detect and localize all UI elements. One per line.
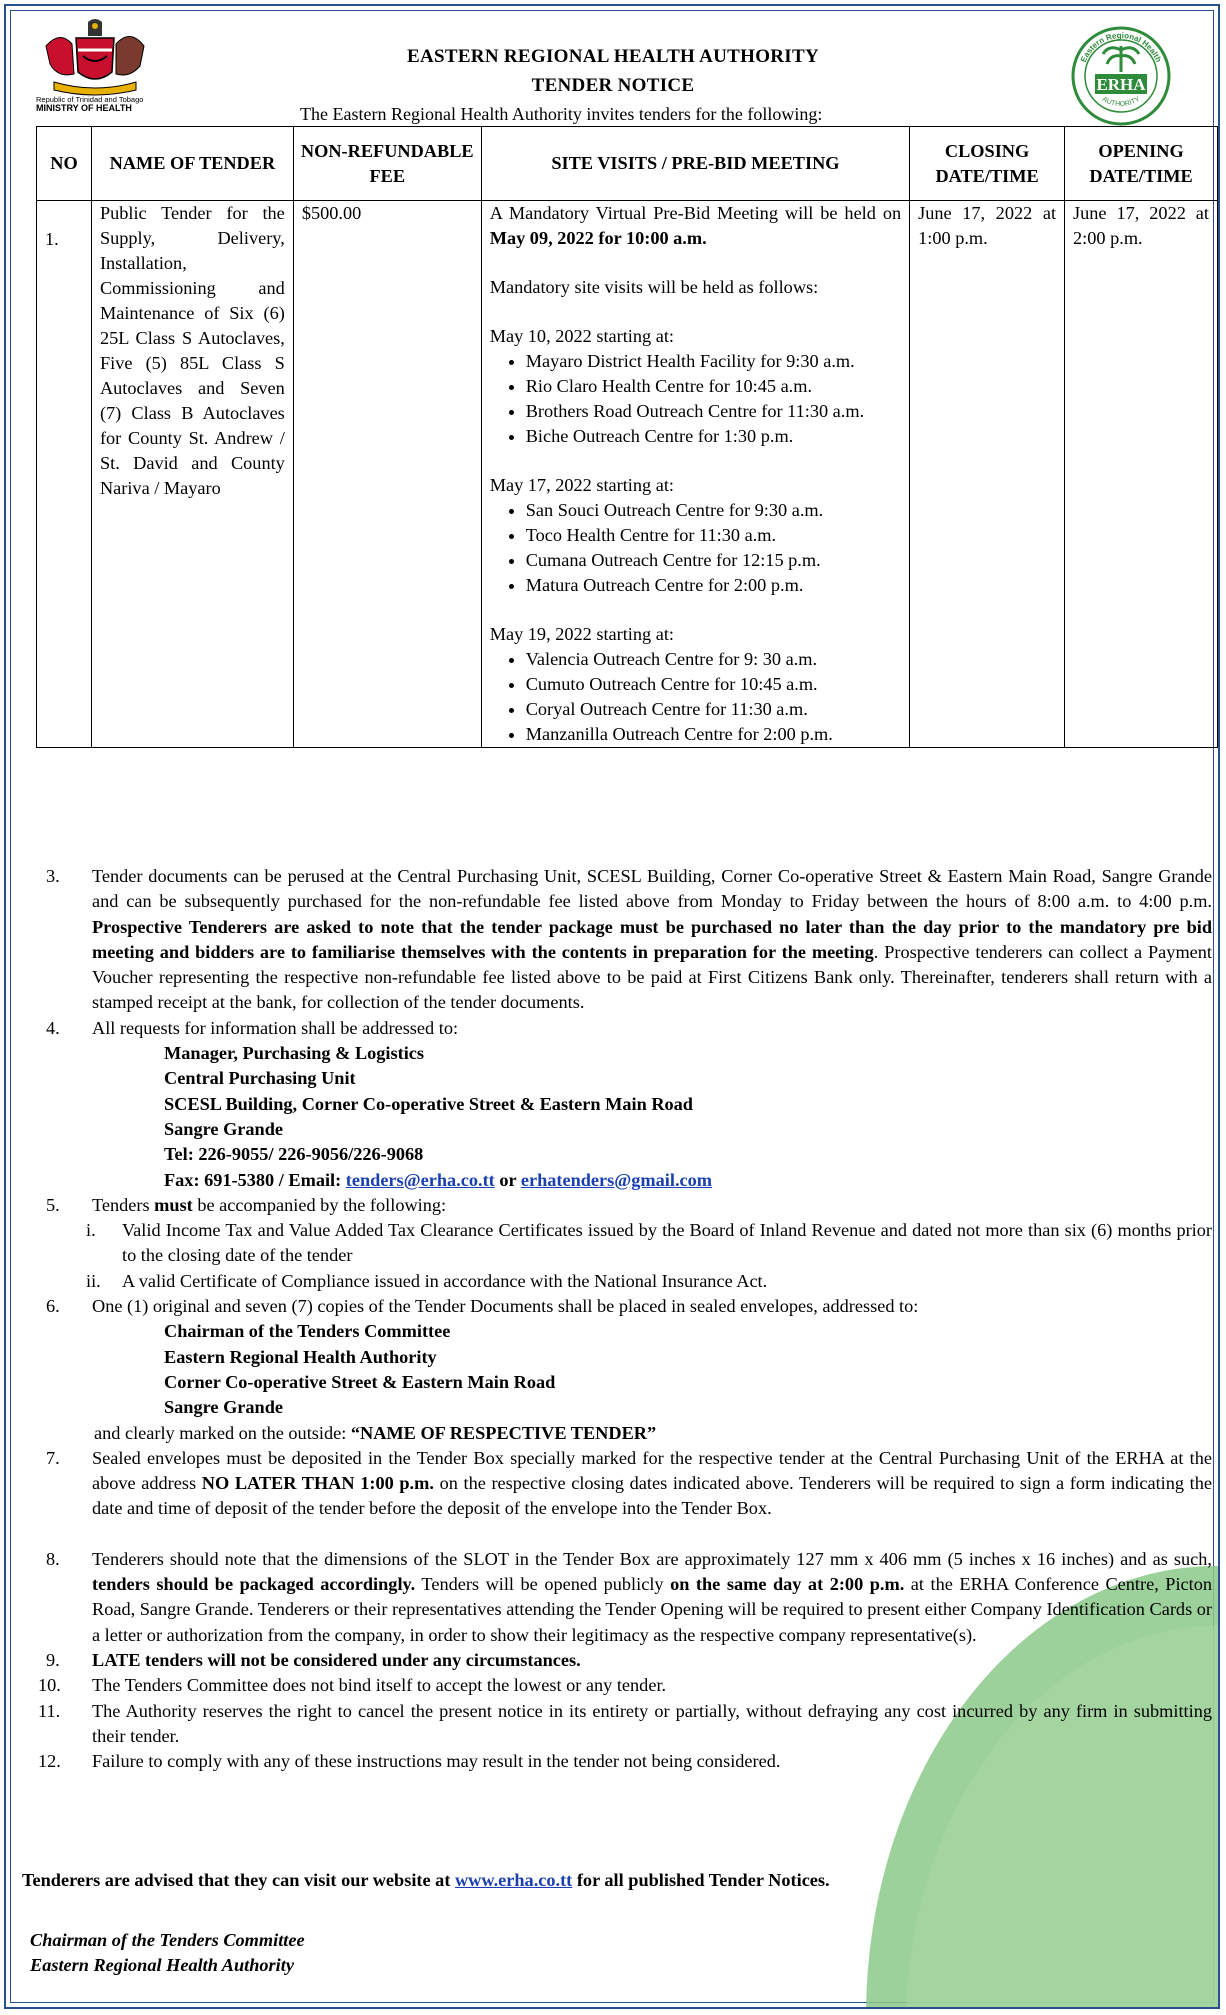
instruction-3: 3. Tender documents can be perused at the Central Purchasing Unit, SCESL Building, Corner Co-operative Street & Eastern Main Road, Sangre Grande and can be subsequently purchased for the non-refundable fee listed above from Monday to Friday between the hours of 8:00 a.m. to 4:00 p.m. Prospective Tenderers are asked to note that the tender package must be purchased no later than the day prior to the mandatory pre bid meeting and bidders are to familiarise themselves with the contents in preparation for the meeting. Prospective tenderers can collect a Payment Voucher representing the respective non-refundable fee listed above to be paid at First Citizens Bank only. Thereinafter, tenderers shall return with a stamped receipt at the bank, for collection of the tender documents. [46, 866, 1212, 1013]
col-closing: CLOSING DATE/TIME [910, 127, 1065, 201]
requirement-2: ii. A valid Certificate of Compliance issued in accordance with the National Insurance Act. [86, 1270, 768, 1291]
prebid-meeting: A Mandatory Virtual Pre-Bid Meeting will be held on May 09, 2022 for 10:00 a.m. [489, 203, 902, 248]
table-row [37, 201, 1218, 748]
tender-name: Public Tender for the Supply, Delivery, Installation, Commissioning and Maintenance of Six (6) 25L Class S Autoclaves, Five (5) 85L Class S Autoclaves and Seven (7) Class B Autoclaves for County St. Andrew / St. David and County Nariva / Mayaro [91, 201, 293, 748]
visit-list [490, 647, 901, 747]
visit-date: May 17, 2022 starting at: [489, 475, 675, 495]
list-item: • Toco Health Centre for 11:30 a.m. [526, 523, 901, 548]
list-item: • Coryal Outreach Centre for 11:30 a.m. [526, 697, 901, 722]
website-link[interactable]: www.erha.co.tt [454, 1870, 573, 1890]
col-no: NO [37, 127, 92, 201]
table-header-row [37, 127, 1218, 201]
ministry-label: MINISTRY OF HEALTH [36, 103, 132, 113]
instruction-8: 8. Tenderers should note that the dimensions of the SLOT in the Tender Box are approximately 127 mm x 406 mm (5 inches x 16 inches) and as such, tenders should be packaged accordingly. Tenders will be opened publicly on the same day at 2:00 p.m. at the ERHA Conference Centre, Picton Road, Sangre Grande. Tenderers or their representatives attending the Tender Opening will be required to present either Company Identification Cards or a letter or authorization from the company, in order to show their legitimacy as the respective company representative(s). [46, 1548, 1213, 1645]
instruction-7: 7. Sealed envelopes must be deposited in the Tender Box specially marked for the respective tender at the Central Purchasing Unit of the ERHA at the above address NO LATER THAN 1:00 p.m. on the respective closing dates indicated above. Tenderers will be required to sign a form indicating the date and time of deposit of the tender before the deposit of the envelope into the Tender Box. [46, 1447, 1212, 1519]
instruction-6: 6. One (1) original and seven (7) copies of the Tender Documents shall be placed in sealed envelopes, addressed to: [46, 1296, 919, 1317]
instruction-9: 9. LATE tenders will not be considered under any circumstances. [46, 1649, 581, 1670]
telephone: Tel: 226-9055/ 226-9056/226-9068 [164, 1144, 424, 1165]
visit-date: May 19, 2022 starting at: [489, 624, 675, 644]
email-link-1[interactable]: tenders@erha.co.tt [345, 1169, 495, 1190]
instruction-12: 12. Failure to comply with any of these instructions may result in the tender not being considered. [38, 1751, 781, 1772]
marking-note: and clearly marked on the outside: “NAME OF RESPECTIVE TENDER” [94, 1422, 657, 1443]
instruction-4: 4. All requests for information shall be addressed to: [46, 1017, 459, 1038]
list-item: • Matura Outreach Centre for 2:00 p.m. [526, 573, 901, 598]
notice-title: TENDER NOTICE [531, 75, 695, 96]
svg-text:ERHA: ERHA [1096, 75, 1146, 94]
signature-block: Chairman of the Tenders Committee Eastern Regional Health Authority [30, 1930, 305, 1975]
list-item: • Cumuto Outreach Centre for 10:45 a.m. [526, 672, 901, 697]
opening-date: June 17, 2022 at 2:00 p.m. [1065, 201, 1218, 748]
committee-address: Chairman of the Tenders Committee Eastern Regional Health Authority Corner Co-operative Street & Eastern Main Road Sangre Grande [164, 1321, 556, 1418]
list-item: • Mayaro District Health Facility for 9:30 a.m. [526, 349, 901, 374]
intro-text: The Eastern Regional Health Authority invites tenders for the following: [300, 104, 823, 124]
instruction-5: 5. Tenders must be accompanied by the following: [46, 1194, 447, 1215]
svg-text:AUTHORITY: AUTHORITY [1100, 95, 1142, 109]
tender-fee: $500.00 [293, 201, 481, 748]
instructions-list [36, 864, 1212, 1774]
svg-text:Eastern Regional Health: Eastern Regional Health [1078, 30, 1164, 64]
site-visits [481, 201, 909, 748]
authority-title: EASTERN REGIONAL HEALTH AUTHORITY [407, 46, 819, 67]
visit-list [490, 498, 901, 598]
header [0, 0, 1226, 124]
list-item: • San Souci Outreach Centre for 9:30 a.m. [526, 498, 901, 523]
list-item: • Brothers Road Outreach Centre for 11:30 a.m. [526, 399, 901, 424]
instruction-10: 10. The Tenders Committee does not bind itself to accept the lowest or any tender. [38, 1675, 667, 1696]
list-item: • Manzanilla Outreach Centre for 2:00 p.m. [526, 722, 901, 747]
col-fee: NON-REFUNDABLE FEE [293, 127, 481, 201]
erha-logo [1071, 26, 1171, 126]
col-site: SITE VISITS / PRE-BID MEETING [481, 127, 909, 201]
row-no: 1. [37, 201, 92, 748]
site-intro: Mandatory site visits will be held as follows: [489, 277, 819, 297]
visit-list [490, 349, 901, 449]
email-link-2[interactable]: erhatenders@gmail.com [520, 1169, 713, 1190]
visit-date: May 10, 2022 starting at: [489, 326, 675, 346]
tender-table [36, 126, 1218, 748]
requirement-1: i. Valid Income Tax and Value Added Tax Clearance Certificates issued by the Board of Inland Revenue and dated not more than six (6) months prior to the closing date of the tender [86, 1220, 1212, 1266]
instruction-11: 11. The Authority reserves the right to cancel the present notice in its entirety or partially, without defraying any cost incurred by any firm in submitting their tender. [38, 1700, 1212, 1746]
purchasing-address: Manager, Purchasing & Logistics Central Purchasing Unit SCESL Building, Corner Co-operative Street & Eastern Main Road Sangre Grande Tel: 226-9055/ 226-9056/226-9068 Fax: 691-5380 / Email: tenders@erha.co.tt or erhatenders@gmail.com [36, 1041, 1212, 1193]
list-item: • Cumana Outreach Centre for 12:15 p.m. [526, 548, 901, 573]
closing-date: June 17, 2022 at 1:00 p.m. [910, 201, 1065, 748]
crest-caption: Republic of Trinidad and Tobago [36, 95, 144, 104]
col-name: NAME OF TENDER [91, 127, 293, 201]
list-item: • Biche Outreach Centre for 1:30 p.m. [526, 424, 901, 449]
col-opening: OPENING DATE/TIME [1065, 127, 1218, 201]
website-note: Tenderers are advised that they can visit our website at www.erha.co.tt for all published Tender Notices. [22, 1870, 830, 1890]
list-item: • Rio Claro Health Centre for 10:45 a.m. [526, 374, 901, 399]
list-item: • Valencia Outreach Centre for 9: 30 a.m. [526, 647, 901, 672]
